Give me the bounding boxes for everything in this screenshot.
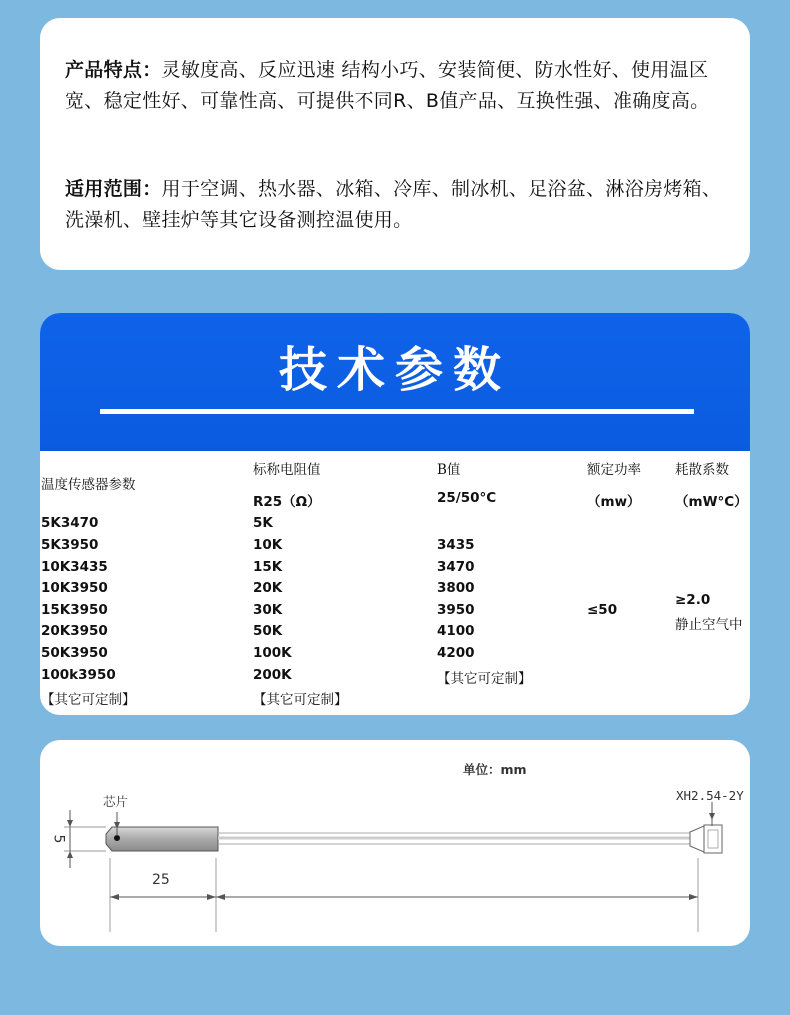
b-value-cell: 4100 xyxy=(437,623,475,639)
b-value-cell: 3950 xyxy=(437,602,475,618)
applications-paragraph xyxy=(65,174,730,236)
custom-note-model: 【其它可定制】 xyxy=(41,692,136,708)
sensor-drawing xyxy=(40,740,750,946)
features-label: 产品特点： xyxy=(65,59,162,81)
diameter-arrow-bottom xyxy=(67,851,73,858)
cable-arrow-left xyxy=(216,894,225,900)
connector-label: XH2.54-2Y xyxy=(676,788,744,803)
header-dissipation-2: （mW°C） xyxy=(675,494,748,510)
diameter-value: 5 xyxy=(50,834,67,844)
power-cell: ≤50 xyxy=(587,602,618,618)
header-b-2: 25/50°C xyxy=(437,490,497,506)
connector-taper xyxy=(690,826,704,852)
diameter-arrow-top xyxy=(67,820,73,827)
resistance-cell: 100K xyxy=(253,645,292,661)
banner-title: 技术参数 xyxy=(278,342,511,398)
probe-body xyxy=(106,827,218,851)
dissipation-note: 静止空气中 xyxy=(675,617,743,633)
resistance-cell: 15K xyxy=(253,559,283,575)
model-cell: 15K3950 xyxy=(41,602,108,618)
connector-housing xyxy=(704,825,722,853)
diagram-card xyxy=(40,740,750,946)
length-arrow-right xyxy=(207,894,216,900)
unit-label: 单位：mm xyxy=(463,762,527,777)
b-value-cell: 4200 xyxy=(437,645,475,661)
header-b-1: B值 xyxy=(437,462,461,478)
header-power-1: 额定功率 xyxy=(587,462,641,478)
features-card xyxy=(40,18,750,270)
length-arrow-left xyxy=(110,894,119,900)
custom-note-b: 【其它可定制】 xyxy=(437,671,532,687)
length-value: 25 xyxy=(152,872,170,888)
b-value-cell: 3435 xyxy=(437,537,475,553)
resistance-cell: 20K xyxy=(253,580,283,596)
resistance-cell: 30K xyxy=(253,602,283,618)
resistance-cell: 50K xyxy=(253,623,283,639)
model-cell: 5K3470 xyxy=(41,515,99,531)
resistance-cell: 5K xyxy=(253,515,273,531)
features-text: 灵敏度高、反应迅速 结构小巧、安装简便、防水性好、使用温区宽、稳定性好、可靠性高、可提供不同R、B值产品、互换性强、准确度高。 xyxy=(65,59,710,112)
resistance-cell: 10K xyxy=(253,537,283,553)
header-resistance-2: R25（Ω） xyxy=(253,494,321,510)
header-model: 温度传感器参数 xyxy=(41,477,136,493)
banner-underline xyxy=(100,409,694,414)
model-cell: 5K3950 xyxy=(41,537,99,553)
model-cell: 100k3950 xyxy=(41,667,116,683)
header-power-2: （mw） xyxy=(587,494,641,510)
dissipation-cell: ≥2.0 xyxy=(675,592,711,608)
resistance-cell: 200K xyxy=(253,667,292,683)
model-cell: 50K3950 xyxy=(41,645,108,661)
spec-banner xyxy=(40,313,750,451)
applications-label: 适用范围： xyxy=(65,178,162,200)
features-paragraph xyxy=(65,55,730,117)
b-value-cell: 3470 xyxy=(437,559,475,575)
cable-arrow-right xyxy=(689,894,698,900)
b-value-cell: 3800 xyxy=(437,580,475,596)
header-resistance-1: 标称电阻值 xyxy=(253,462,321,478)
header-dissipation-1: 耗散系数 xyxy=(675,462,729,478)
custom-note-resistance: 【其它可定制】 xyxy=(253,692,348,708)
model-cell: 10K3435 xyxy=(41,559,108,575)
connector-leader-arrow xyxy=(709,813,715,820)
spec-card xyxy=(40,313,750,715)
chip-label: 芯片 xyxy=(103,794,129,809)
model-cell: 10K3950 xyxy=(41,580,108,596)
applications-text: 用于空调、热水器、冰箱、冷库、制冰机、足浴盆、淋浴房烤箱、洗澡机、壁挂炉等其它设备测控温使用。 xyxy=(65,178,722,231)
model-cell: 20K3950 xyxy=(41,623,108,639)
